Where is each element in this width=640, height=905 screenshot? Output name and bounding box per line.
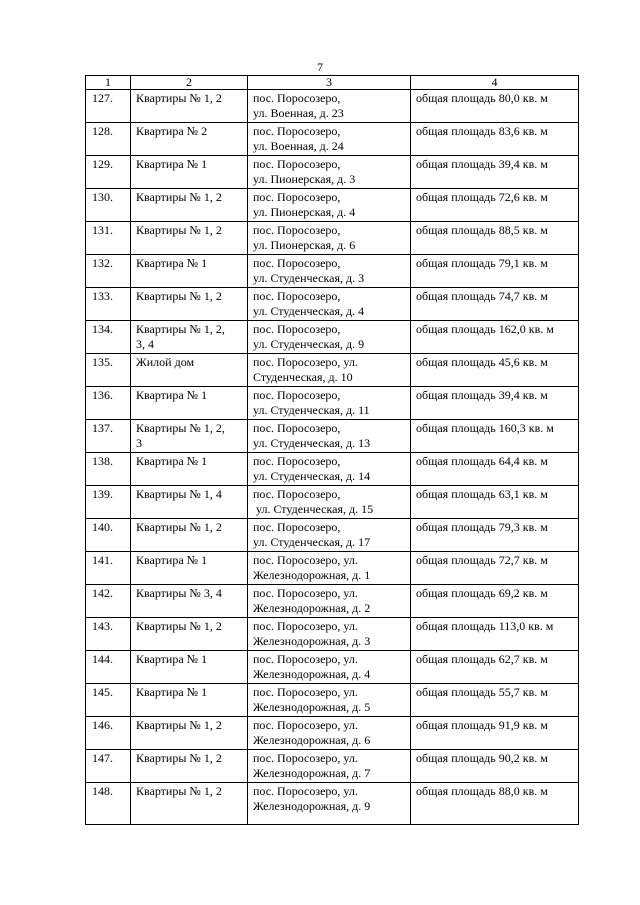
address-line: пос. Поросозеро, (253, 289, 341, 303)
row-number: 128. (86, 123, 131, 156)
row-number: 129. (86, 156, 131, 189)
address-cell (248, 222, 411, 255)
area-cell: общая площадь 80,0 кв. м (411, 90, 579, 123)
table-row (86, 651, 579, 684)
area-cell: общая площадь 83,6 кв. м (411, 123, 579, 156)
object-name: Квартиры № 1, 2 (136, 751, 222, 765)
address-cell (248, 717, 411, 750)
table-row (86, 453, 579, 486)
object-name: Квартиры № 1, 2 (136, 718, 222, 732)
table-row (86, 618, 579, 651)
row-number: 133. (86, 288, 131, 321)
table-row (86, 90, 579, 123)
area-cell: общая площадь 39,4 кв. м (411, 387, 579, 420)
address-line: пос. Поросозеро, (253, 124, 341, 138)
row-number: 148. (86, 783, 131, 825)
row-number: 137. (86, 420, 131, 453)
row-number: 139. (86, 486, 131, 519)
object-cell (131, 486, 248, 519)
object-name: Квартиры № 1, 2, (136, 421, 225, 435)
table-row (86, 321, 579, 354)
row-number: 136. (86, 387, 131, 420)
object-cell (131, 684, 248, 717)
area-cell: общая площадь 90,2 кв. м (411, 750, 579, 783)
address-line: пос. Поросозеро, ул. (253, 586, 358, 600)
address-cell (248, 321, 411, 354)
address-cell (248, 288, 411, 321)
object-name: Жилой дом (136, 355, 195, 369)
address-line: ул. Студенческая, д. 17 (253, 535, 371, 549)
address-line: пос. Поросозеро, (253, 322, 341, 336)
object-name: Квартира № 1 (136, 256, 208, 270)
area-cell: общая площадь 55,7 кв. м (411, 684, 579, 717)
row-number: 147. (86, 750, 131, 783)
row-number: 134. (86, 321, 131, 354)
address-line: Железнодорожная, д. 1 (253, 568, 371, 582)
address-cell (248, 618, 411, 651)
object-cell (131, 288, 248, 321)
header-row (86, 76, 579, 90)
object-name: 3, 4 (136, 337, 154, 351)
object-name: Квартиры № 1, 4 (136, 487, 222, 501)
object-cell (131, 783, 248, 825)
object-name: Квартиры № 1, 2 (136, 223, 222, 237)
address-line: Железнодорожная, д. 7 (253, 766, 371, 780)
row-number: 141. (86, 552, 131, 585)
area-cell: общая площадь 69,2 кв. м (411, 585, 579, 618)
object-cell (131, 222, 248, 255)
table-row (86, 156, 579, 189)
row-number: 132. (86, 255, 131, 288)
address-line: ул. Студенческая, д. 15 (253, 502, 374, 516)
address-line: ул. Военная, д. 23 (253, 106, 344, 120)
table-body (86, 90, 579, 825)
address-line: пос. Поросозеро, (253, 487, 341, 501)
object-cell (131, 189, 248, 222)
address-line: пос. Поросозеро, (253, 421, 341, 435)
table-row (86, 684, 579, 717)
address-line: пос. Поросозеро, (253, 91, 341, 105)
object-cell (131, 651, 248, 684)
area-cell: общая площадь 72,6 кв. м (411, 189, 579, 222)
address-cell (248, 354, 411, 387)
address-line: пос. Поросозеро, ул. (253, 652, 358, 666)
area-cell: общая площадь 113,0 кв. м (411, 618, 579, 651)
address-line: ул. Пионерская, д. 3 (253, 172, 356, 186)
address-cell (248, 684, 411, 717)
area-cell: общая площадь 162,0 кв. м (411, 321, 579, 354)
object-cell (131, 90, 248, 123)
object-name: Квартира № 2 (136, 124, 208, 138)
address-line: пос. Поросозеро, (253, 223, 341, 237)
row-number: 143. (86, 618, 131, 651)
address-line: пос. Поросозеро, ул. (253, 685, 358, 699)
row-number: 135. (86, 354, 131, 387)
address-cell (248, 156, 411, 189)
column-header-4: 4 (411, 76, 579, 90)
page-number: 7 (317, 60, 323, 74)
row-number: 138. (86, 453, 131, 486)
object-cell (131, 585, 248, 618)
column-header-3: 3 (248, 76, 411, 90)
address-line: Железнодорожная, д. 4 (253, 667, 371, 681)
address-line: пос. Поросозеро, (253, 256, 341, 270)
address-line: пос. Поросозеро, ул. (253, 751, 358, 765)
area-cell: общая площадь 62,7 кв. м (411, 651, 579, 684)
area-cell: общая площадь 72,7 кв. м (411, 552, 579, 585)
object-cell (131, 156, 248, 189)
row-number: 127. (86, 90, 131, 123)
address-line: Железнодорожная, д. 2 (253, 601, 371, 615)
area-cell: общая площадь 79,1 кв. м (411, 255, 579, 288)
object-cell (131, 255, 248, 288)
area-cell: общая площадь 74,7 кв. м (411, 288, 579, 321)
column-header-2: 2 (131, 76, 248, 90)
address-cell (248, 123, 411, 156)
object-name: Квартиры № 1, 2 (136, 289, 222, 303)
address-cell (248, 552, 411, 585)
address-line: Железнодорожная, д. 5 (253, 700, 371, 714)
address-cell (248, 387, 411, 420)
address-line: Железнодорожная, д. 3 (253, 634, 371, 648)
address-line: пос. Поросозеро, (253, 454, 341, 468)
table-row (86, 189, 579, 222)
table-row (86, 585, 579, 618)
address-line: Железнодорожная, д. 9 (253, 799, 371, 813)
area-cell: общая площадь 160,3 кв. м (411, 420, 579, 453)
table-row (86, 750, 579, 783)
object-name: Квартира № 1 (136, 157, 208, 171)
row-number: 145. (86, 684, 131, 717)
address-cell (248, 783, 411, 825)
address-line: ул. Студенческая, д. 13 (253, 436, 371, 450)
area-cell: общая площадь 63,1 кв. м (411, 486, 579, 519)
table-row (86, 222, 579, 255)
address-line: ул. Студенческая, д. 4 (253, 304, 365, 318)
row-number: 146. (86, 717, 131, 750)
address-line: пос. Поросозеро, ул. (253, 355, 358, 369)
address-line: ул. Студенческая, д. 11 (253, 403, 370, 417)
address-cell (248, 651, 411, 684)
address-line: ул. Военная, д. 24 (253, 139, 344, 153)
row-number: 130. (86, 189, 131, 222)
object-name: Квартира № 1 (136, 652, 208, 666)
address-line: пос. Поросозеро, (253, 190, 341, 204)
area-cell: общая площадь 79,3 кв. м (411, 519, 579, 552)
object-name: Квартиры № 1, 2 (136, 190, 222, 204)
object-name: Квартиры № 3, 4 (136, 586, 222, 600)
address-line: ул. Пионерская, д. 6 (253, 238, 356, 252)
object-name: Квартиры № 1, 2 (136, 784, 222, 798)
address-line: ул. Студенческая, д. 9 (253, 337, 365, 351)
address-line: ул. Студенческая, д. 14 (253, 469, 371, 483)
table-row (86, 486, 579, 519)
column-header-1: 1 (86, 76, 131, 90)
object-name: Квартиры № 1, 2 (136, 520, 222, 534)
object-name: Квартира № 1 (136, 553, 208, 567)
address-cell (248, 585, 411, 618)
object-cell (131, 321, 248, 354)
table-row (86, 552, 579, 585)
object-name: Квартира № 1 (136, 388, 208, 402)
area-cell: общая площадь 45,6 кв. м (411, 354, 579, 387)
address-line: пос. Поросозеро, (253, 520, 341, 534)
address-cell (248, 90, 411, 123)
address-cell (248, 519, 411, 552)
object-name: Квартиры № 1, 2 (136, 91, 222, 105)
address-cell (248, 189, 411, 222)
row-number: 142. (86, 585, 131, 618)
address-line: пос. Поросозеро, ул. (253, 784, 358, 798)
object-name: Квартиры № 1, 2, (136, 322, 225, 336)
address-cell (248, 420, 411, 453)
table-row (86, 387, 579, 420)
address-line: Студенческая, д. 10 (253, 370, 353, 384)
object-cell (131, 519, 248, 552)
object-cell (131, 618, 248, 651)
address-cell (248, 750, 411, 783)
address-cell (248, 486, 411, 519)
address-cell (248, 453, 411, 486)
table-row (86, 420, 579, 453)
row-number: 131. (86, 222, 131, 255)
table-row (86, 255, 579, 288)
object-name: Квартиры № 1, 2 (136, 619, 222, 633)
table-row (86, 123, 579, 156)
address-line: пос. Поросозеро, ул. (253, 619, 358, 633)
row-number: 144. (86, 651, 131, 684)
area-cell: общая площадь 91,9 кв. м (411, 717, 579, 750)
address-cell (248, 255, 411, 288)
object-cell (131, 123, 248, 156)
property-table (85, 75, 579, 825)
row-number: 140. (86, 519, 131, 552)
area-cell: общая площадь 88,0 кв. м (411, 783, 579, 825)
table-row (86, 354, 579, 387)
object-cell (131, 354, 248, 387)
area-cell: общая площадь 64,4 кв. м (411, 453, 579, 486)
table-row (86, 783, 579, 825)
area-cell: общая площадь 39,4 кв. м (411, 156, 579, 189)
address-line: пос. Поросозеро, (253, 388, 341, 402)
table-row (86, 717, 579, 750)
object-cell (131, 420, 248, 453)
object-name: Квартира № 1 (136, 685, 208, 699)
area-cell: общая площадь 88,5 кв. м (411, 222, 579, 255)
object-cell (131, 453, 248, 486)
address-line: ул. Пионерская, д. 4 (253, 205, 356, 219)
object-cell (131, 750, 248, 783)
object-cell (131, 552, 248, 585)
object-name: Квартира № 1 (136, 454, 208, 468)
object-cell (131, 717, 248, 750)
address-line: пос. Поросозеро, ул. (253, 553, 358, 567)
table-header (86, 76, 579, 90)
object-cell (131, 387, 248, 420)
address-line: пос. Поросозеро, ул. (253, 718, 358, 732)
table-row (86, 288, 579, 321)
address-line: пос. Поросозеро, (253, 157, 341, 171)
object-name: 3 (136, 436, 142, 450)
address-line: Железнодорожная, д. 6 (253, 733, 371, 747)
table-row (86, 519, 579, 552)
address-line: ул. Студенческая, д. 3 (253, 271, 365, 285)
